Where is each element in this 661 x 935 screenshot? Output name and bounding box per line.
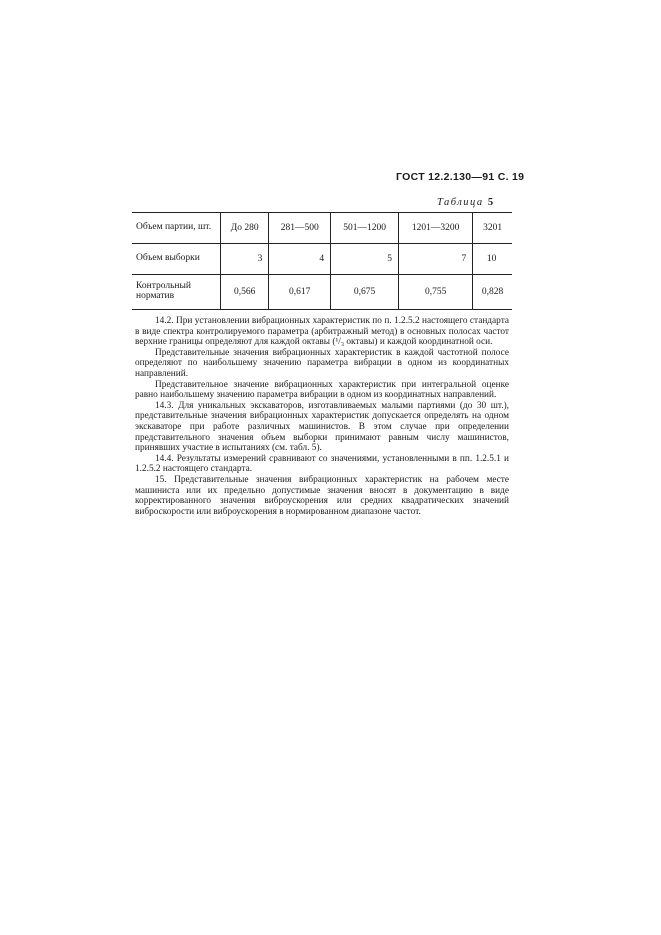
- table-cell: 3: [221, 244, 269, 275]
- table-cell: 1201—3200: [399, 213, 473, 244]
- table-cell: 0,566: [221, 275, 269, 310]
- row-label-sample-size: Объем выборки: [132, 244, 221, 275]
- table-cell: 0,828: [473, 275, 512, 310]
- table-cell: 3201: [473, 213, 512, 244]
- table-cell: 7: [399, 244, 473, 275]
- page-header: ГОСТ 12.2.130—91 С. 19: [396, 171, 525, 183]
- table-caption: [437, 197, 493, 208]
- table-cell: 0,675: [331, 275, 399, 310]
- table-cell: 501—1200: [331, 213, 399, 244]
- table-cell: До 280: [221, 213, 269, 244]
- paragraph: 15. Представительные значения вибрационных характеристик на рабочем месте машиниста или их предельно допустимые значения вносят в документацию в виде корректированного значения виброускорения или средних квадратических значений виброскорости или виброускорения в нормированном диапазоне частот.: [135, 474, 509, 517]
- table-row: [132, 244, 512, 275]
- paragraph: 14.2. При установлении вибрационных характеристик по п. 1.2.5.2 настоящего стандарта в виде спектра контролируемого параметра (арбитражный метод) в основных полосах частот верхние границы определяют для каждой октавы (¹/₃ октавы) и каждой координатной оси.: [135, 316, 509, 348]
- table-cell: 5: [331, 244, 399, 275]
- table-row: [132, 213, 512, 244]
- sampling-table: [132, 212, 512, 310]
- table-row: [132, 275, 512, 310]
- body-text: [135, 316, 509, 517]
- paragraph: 14.4. Результаты измерений сравнивают со значениями, установленными в пп. 1.2.5.1 и 1.2.5.2 настоящего стандарта.: [135, 453, 509, 475]
- row-label-lot-size: Объем партии, шт.: [132, 213, 221, 244]
- paragraph: Представительное значение вибрационных характеристик при интегральной оценке равно наибольшему значению параметра вибрации в одном из координатных направлений.: [135, 379, 509, 401]
- paragraph: 14.3. Для уникальных экскаваторов, изготавливаемых малыми партиями (до 30 шт.), представительные значения вибрационных характеристик допускается определять на одном экскаваторе при работе различных машинистов. В этом случае при определении представительного значения объем выборки принимают равным числу машинистов, принявших участие в испытаниях (см. табл. 5).: [135, 400, 509, 454]
- table-cell: 10: [473, 244, 512, 275]
- table-cell: 0,755: [399, 275, 473, 310]
- row-label-control-norm: Контрольный норматив: [132, 275, 221, 310]
- paragraph: Представительные значения вибрационных характеристик в каждой частотной полосе определяют по наибольшему значению параметра вибрации в одном из координатных направлений.: [135, 347, 509, 379]
- table-cell: 281—500: [269, 213, 331, 244]
- table-caption-number: 5: [487, 197, 494, 208]
- table-caption-word: Таблица: [437, 197, 484, 208]
- table-cell: 4: [269, 244, 331, 275]
- table-cell: 0,617: [269, 275, 331, 310]
